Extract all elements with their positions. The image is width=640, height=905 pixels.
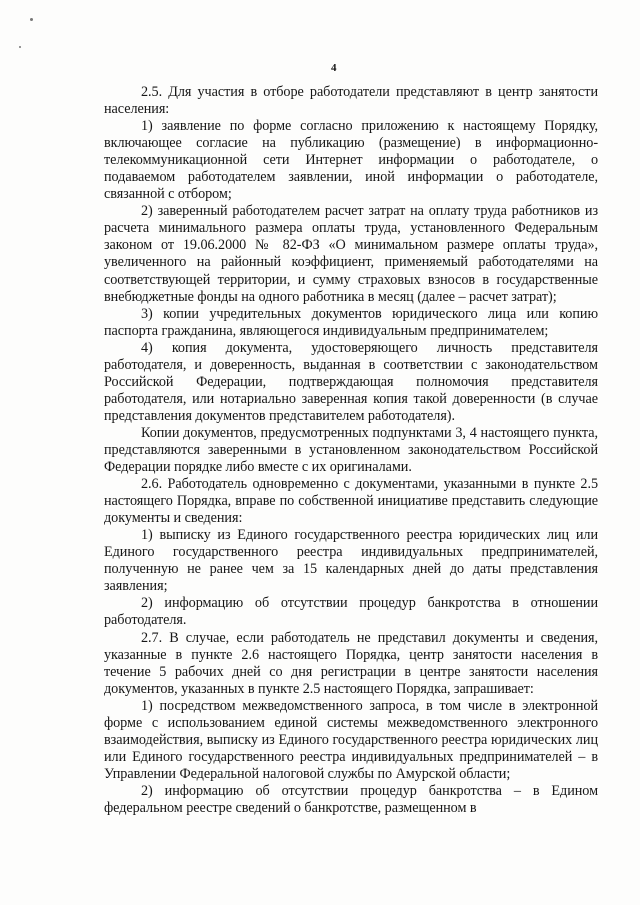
paragraph-2-6-item-1: 1) выписку из Единого государственного реестра юридических лиц или Единого государственного реестра индивидуальных предпринимателей, полученную не ранее чем за 15 календарных дней до даты представления заявления; (104, 527, 598, 595)
paragraph-2-5-item-1: 1) заявление по форме согласно приложению к настоящему Порядку, включающее согласие на публикацию (размещение) в информационно-телекоммуникационной сети Интернет информации о работодателе, о подаваемом работодателем заявлении, иной информации о работодателе, связанной с отбором; (104, 118, 598, 203)
paragraph-2-6-item-2: 2) информацию об отсутствии процедур банкротства в отношении работодателя. (104, 595, 598, 629)
paragraph-2-5: 2.5. Для участия в отборе работодатели представляют в центр занятости населения: (104, 84, 598, 118)
paragraph-copies-note: Копии документов, предусмотренных подпунктами 3, 4 настоящего пункта, представляются заверенными в установленном законодательством Российской Федерации порядке либо вместе с их оригиналами. (104, 424, 598, 476)
paragraph-2-5-item-3: 3) копии учредительных документов юридического лица или копию паспорта гражданина, являющегося индивидуальным предпринимателем; (104, 305, 598, 339)
paragraph-2-5-item-2: 2) заверенный работодателем расчет затрат на оплату труда работников из расчета минимального размера оплаты труда, установленного Федеральным законом от 19.06.2000 № 82-ФЗ «О минимальном размере оплаты труда», увеличенного на районный коэффициент, применяемый работодателями на соответствующей территории, и сумму страховых взносов в государственные внебюджетные фонды на одного работника в месяц (далее – расчет затрат); (104, 203, 598, 305)
scan-speck (30, 18, 33, 21)
paragraph-2-6: 2.6. Работодатель одновременно с документами, указанными в пункте 2.5 настоящего Порядка, вправе по собственной инициативе представить следующие документы и сведения: (104, 476, 598, 527)
paragraph-2-7-item-1: 1) посредством межведомственного запроса, в том числе в электронной форме с использованием единой системы межведомственного электронного взаимодействия, выписку из Единого государственного реестра юридических лиц или Единого государственного реестра индивидуальных предпринимателей – в Управлении Федеральной налоговой службы по Амурской области; (104, 697, 598, 782)
paragraph-2-7: 2.7. В случае, если работодатель не представил документы и сведения, указанные в пункте 2.6 настоящего Порядка, центр занятости населения в течение 5 рабочих дней со дня регистрации в центре занятости населения документов, указанных в пункте 2.5 настоящего Порядка, запрашивает: (104, 629, 598, 697)
paragraph-2-7-item-2: 2) информацию об отсутствии процедур банкротства – в Едином федеральном реестре сведений о банкротстве, размещенном в (104, 782, 598, 816)
scan-speck (19, 46, 21, 48)
document-body (104, 84, 598, 817)
paragraph-2-5-item-4: 4) копия документа, удостоверяющего личность представителя работодателя, и доверенность, выданная в соответствии с законодательством Российской Федерации, подтверждающая полномочия представителя работодателя, или нотариально заверенная копия такой доверенности (в случае представления документов представителем работодателя). (104, 339, 598, 424)
page-number: 4 (331, 62, 337, 74)
